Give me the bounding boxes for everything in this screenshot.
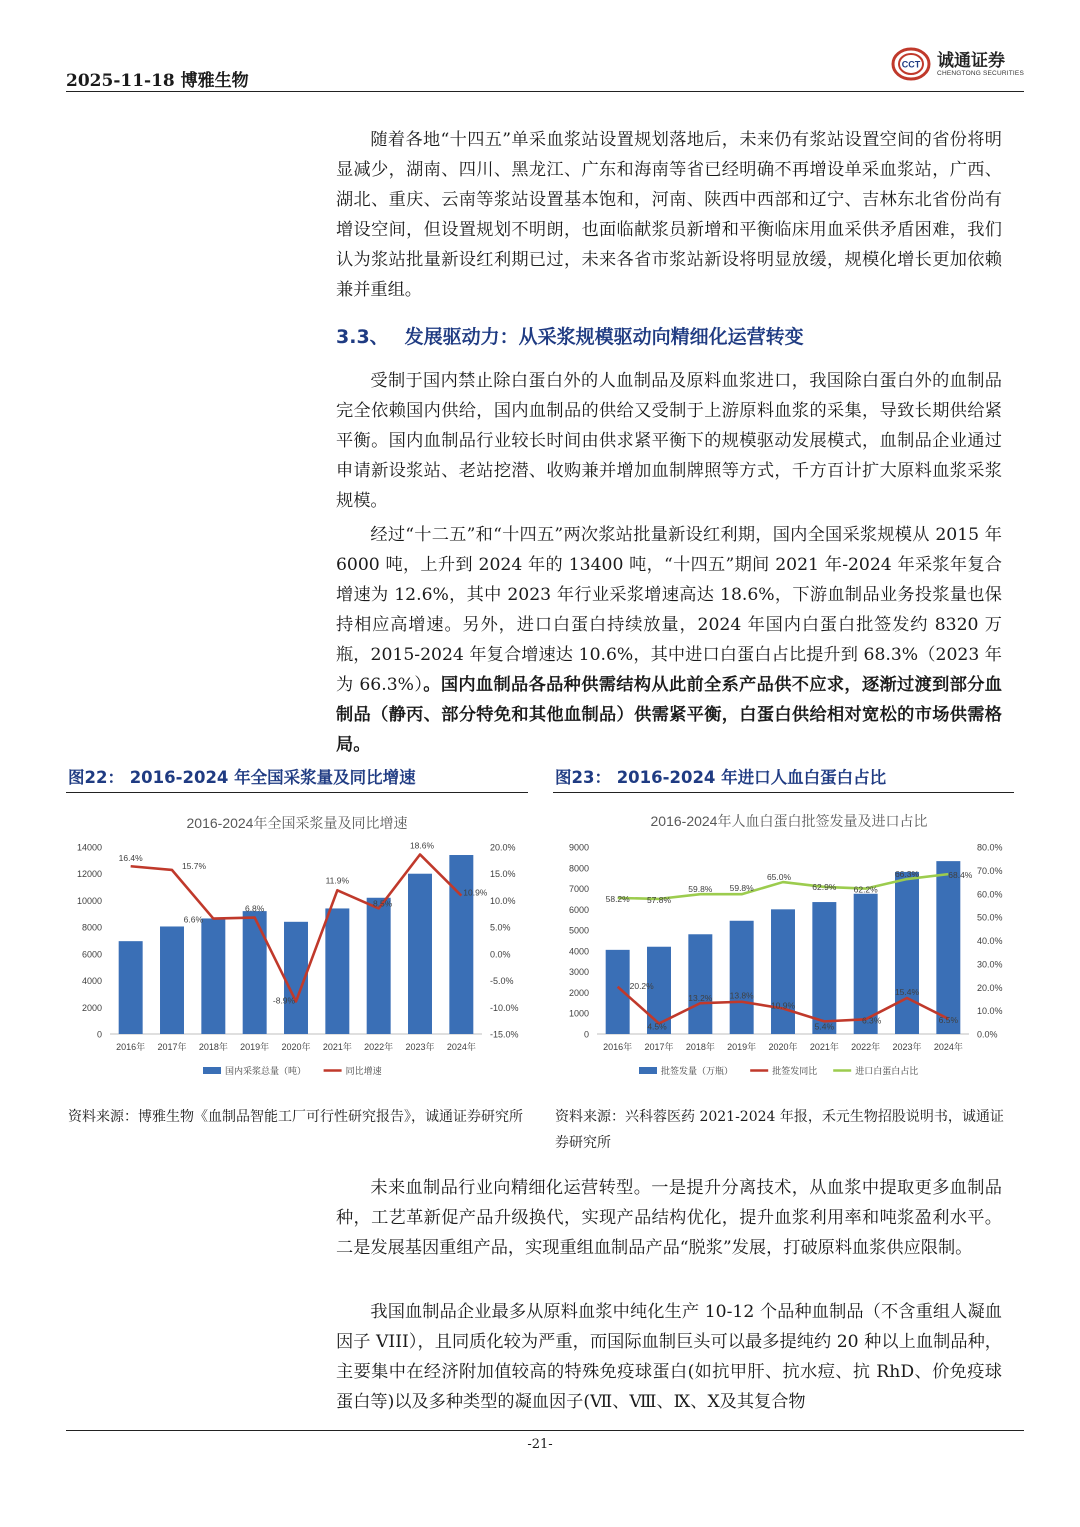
paragraph-plasma-station-outlook: 随着各地“十四五”单采血浆站设置规划落地后，未来仍有浆站设置空间的省份将明显减少，湖南、四川、黑龙江、广东和海南等省已经明确不再增设单采血浆站，广西、湖北、重庆、云南等浆站设置基本饱和，河南、陕西中西部和辽宁、吉林东北省份尚有增设空间，但设置规划不明朗，也面临献浆员新增和平衡临床用血采供矛盾困难，我们认为浆站批量新设红利期已过，未来各省市浆站新设将明显放缓，规模化增长更加依赖兼并重组。 [336, 130, 1002, 300]
page-header [66, 50, 1024, 92]
y2-tick-label: 70.0% [977, 865, 1003, 876]
data-label: 6.6% [183, 914, 204, 925]
data-label: 10.9% [770, 1000, 796, 1011]
y-tick-label: 7000 [568, 884, 589, 895]
data-label: -8.9% [272, 995, 296, 1006]
paragraph-refined-operation: 未来血制品行业向精细化运营转型。一是提升分离技术，从血浆中提取更多血制品种，工艺革新促产品升级换代，实现产品结构优化，提升血浆利用率和吨浆盈利水平。二是发展基因重组产品，实现重组血制品产品“脱浆”发展，打破原料血浆供应限制。 [336, 1178, 1002, 1258]
y-tick-label: 3000 [568, 967, 589, 978]
bar [367, 898, 391, 1034]
bar [688, 934, 712, 1034]
data-label: 58.2% [605, 893, 630, 904]
x-tick-label: 2020年 [768, 1042, 798, 1052]
y2-tick-label: 30.0% [977, 959, 1003, 970]
data-label: 13.2% [688, 993, 713, 1004]
y2-tick-label: 80.0% [977, 842, 1003, 853]
bar [606, 950, 630, 1034]
data-label: 5.4% [814, 1021, 835, 1032]
bar [449, 855, 473, 1034]
x-tick-label: 2022年 [364, 1042, 394, 1052]
x-tick-label: 2016年 [116, 1042, 146, 1052]
x-tick-label: 2021年 [809, 1042, 839, 1052]
data-label: 59.8% [688, 884, 713, 895]
logo-name-en: CHENGTONG SECURITIES [937, 69, 1024, 77]
company-logo [891, 44, 1024, 84]
header-date-company: 2025-11-18 博雅生物 [66, 71, 249, 91]
y-tick-label: 2000 [568, 987, 589, 998]
data-label: 15.4% [894, 987, 920, 998]
y-tick-label: 8000 [568, 863, 589, 874]
chart-title: 2016-2024年全国采浆量及同比增速 [186, 815, 408, 831]
x-tick-label: 2018年 [685, 1042, 715, 1052]
y-tick-label: 9000 [568, 842, 589, 853]
y-tick-label: 12000 [76, 869, 102, 880]
x-tick-label: 2017年 [644, 1042, 674, 1052]
bar [895, 872, 919, 1034]
y-tick-label: 6000 [81, 949, 102, 960]
y2-tick-label: 10.0% [977, 1006, 1003, 1017]
y2-tick-label: 50.0% [977, 912, 1003, 923]
bar [243, 911, 267, 1034]
chart-albumin-import [553, 800, 1015, 1090]
bar [730, 921, 754, 1034]
legend-swatch [639, 1067, 657, 1074]
legend-label: 批签发量（万瓶） [661, 1066, 734, 1076]
paragraph-product-variety: 我国血制品企业最多从原料血浆中纯化生产 10-12 个品种血制品（不含重组人凝血因子 VIII），且同质化较为严重，而国际血制巨头可以最多提纯约 20 种以上血制品种，主要集中在经济附加值较高的特殊免疫球蛋白(如抗甲肝、抗水痘、抗 RhD、价免疫球蛋白等)以及多种类型的凝血因子(Ⅶ、Ⅷ、Ⅸ、Ⅹ及其复合物 [336, 1302, 1002, 1412]
data-label: 13.8% [729, 990, 754, 1001]
x-tick-label: 2023年 [892, 1042, 922, 1052]
data-label: 18.6% [409, 840, 435, 851]
y2-tick-label: 60.0% [977, 889, 1003, 900]
x-tick-label: 2019年 [727, 1042, 757, 1052]
data-label: 57.8% [646, 894, 672, 905]
data-label: 15.7% [181, 860, 207, 871]
x-tick-label: 2024年 [933, 1042, 963, 1052]
bar [771, 909, 795, 1034]
y2-tick-label: 20.0% [977, 982, 1003, 993]
x-tick-label: 2024年 [446, 1042, 476, 1052]
paragraph-plasma-scale-text: 经过“十二五”和“十四五”两次浆站批量新设红利期，国内全国采浆规模从 2015 年 6000 吨，上升到 2024 年的 13400 吨，“十四五”期间 2021 年-2024 年采浆年复合增速为 12.6%，其中 2023 年行业采浆增速高达 18.6%，下游血制品业务投浆量也保持相应高增速。另外，进口白蛋白持续放量，2024 年国内白蛋白批签发约 8320 万瓶，2015-2024 年复合增速达 10.6%，其中进口白蛋白占比提升到 68.3%（2023 年为 66.3%） [336, 525, 1002, 695]
data-label: 62.2% [853, 884, 878, 895]
y2-tick-label: -15.0% [490, 1029, 519, 1040]
y2-tick-label: 15.0% [490, 869, 516, 880]
section-title: 发展驱动力：从采浆规模驱动向精细化运营转变 [404, 326, 804, 348]
y-tick-label: 8000 [81, 922, 102, 933]
data-label: 62.9% [812, 881, 837, 892]
figure-23-title: 图23： 2016-2024 年进口人血白蛋白占比 [555, 768, 887, 787]
data-label: 20.2% [629, 980, 654, 991]
x-tick-label: 2018年 [198, 1042, 228, 1052]
bar [812, 902, 836, 1034]
bar [854, 894, 878, 1034]
legend-label: 同比增速 [345, 1066, 382, 1076]
bar [201, 918, 225, 1034]
data-label: 10.9% [463, 887, 488, 898]
data-label: 68.4% [948, 870, 973, 881]
chart-title: 2016-2024年人血白蛋白批签发量及进口占比 [650, 813, 928, 829]
data-label: 11.9% [325, 875, 350, 886]
x-tick-label: 2020年 [281, 1042, 311, 1052]
figure-22-title: 图22： 2016-2024 年全国采浆量及同比增速 [68, 768, 416, 787]
x-tick-label: 2023年 [405, 1042, 435, 1052]
data-label: 66.3% [894, 869, 920, 880]
bar [408, 874, 432, 1034]
y-tick-label: 14000 [76, 842, 102, 853]
y2-tick-label: 0.0% [977, 1029, 998, 1040]
y2-tick-label: -10.0% [490, 1002, 519, 1013]
y-tick-label: 0 [583, 1029, 589, 1040]
data-label: 59.8% [729, 883, 754, 894]
x-tick-label: 2021年 [322, 1042, 352, 1052]
y-tick-label: 2000 [81, 1002, 102, 1013]
paragraph-plasma-scale [336, 520, 1002, 760]
section-number: 3.3、 [336, 326, 389, 348]
figure-22-source: 资料来源：博雅生物《血制品智能工厂可行性研究报告》，诚通证券研究所 [68, 1109, 523, 1125]
x-tick-label: 2016年 [603, 1042, 633, 1052]
figure-23-source: 资料来源：兴科蓉医药 2021-2024 年报，禾元生物招股说明书，诚通证券研究所 [555, 1109, 1004, 1151]
y-tick-label: 4000 [81, 976, 102, 987]
logo-mark-text: CCT [901, 59, 921, 70]
y-tick-label: 1000 [568, 1008, 589, 1019]
legend-label: 批签发同比 [772, 1066, 818, 1076]
y2-tick-label: 5.0% [490, 922, 511, 933]
y-tick-label: 0 [96, 1029, 102, 1040]
bar [160, 926, 184, 1034]
x-tick-label: 2019年 [240, 1042, 270, 1052]
bar [936, 861, 960, 1034]
y-tick-label: 10000 [76, 895, 102, 906]
figure-23-rule [553, 792, 1014, 793]
y2-tick-label: -5.0% [490, 976, 514, 987]
y-tick-label: 5000 [568, 925, 589, 936]
x-tick-label: 2017年 [157, 1042, 187, 1052]
data-label: 6.5% [938, 1014, 959, 1025]
y2-tick-label: 10.0% [490, 895, 516, 906]
data-label: 8.5% [372, 898, 393, 909]
legend-swatch [203, 1067, 221, 1074]
section-heading [336, 322, 804, 349]
data-label: 4.5% [647, 1021, 667, 1032]
y-tick-label: 4000 [568, 946, 589, 957]
paragraph-plasma-scale-bold: 。国内血制品各品种供需结构从此前全系产品供不应求，逐渐过渡到部分血制品（静丙、部分特免和其他血制品）供需紧平衡，白蛋白供给相对宽松的市场供需格局。 [336, 675, 1002, 755]
logo-mark-icon [891, 47, 931, 81]
chart-plasma-collection [66, 800, 528, 1090]
data-label: 65.0% [766, 872, 792, 883]
data-label: 6.3% [861, 1015, 882, 1026]
bar [119, 941, 143, 1034]
paragraph-supply-constraint: 受制于国内禁止除白蛋白外的人血制品及原料血浆进口，我国除白蛋白外的血制品完全依赖国内供给，国内血制品的供给又受制于上游原料血浆的采集，导致长期供给紧平衡。国内血制品行业较长时间由供求紧平衡下的规模驱动发展模式，血制品企业通过申请新设浆站、老站挖潜、收购兼并增加血制牌照等方式，千方百计扩大原料血浆采浆规模。 [336, 371, 1002, 511]
bar [325, 908, 349, 1034]
footer-divider [66, 1430, 1024, 1431]
page-number: -21- [527, 1437, 553, 1452]
y2-tick-label: 0.0% [490, 949, 511, 960]
legend-label: 国内采浆总量（吨） [225, 1066, 307, 1076]
figure-22-rule [66, 792, 528, 793]
legend-label: 进口白蛋白占比 [855, 1066, 919, 1076]
y-tick-label: 6000 [568, 904, 589, 915]
y2-tick-label: 40.0% [977, 936, 1003, 946]
logo-name-cn: 诚通证券 [937, 50, 1006, 71]
header-divider [66, 91, 1024, 92]
x-tick-label: 2022年 [851, 1042, 881, 1052]
data-label: 16.4% [118, 853, 143, 864]
data-label: 6.8% [244, 903, 265, 914]
y2-tick-label: 20.0% [490, 842, 516, 853]
